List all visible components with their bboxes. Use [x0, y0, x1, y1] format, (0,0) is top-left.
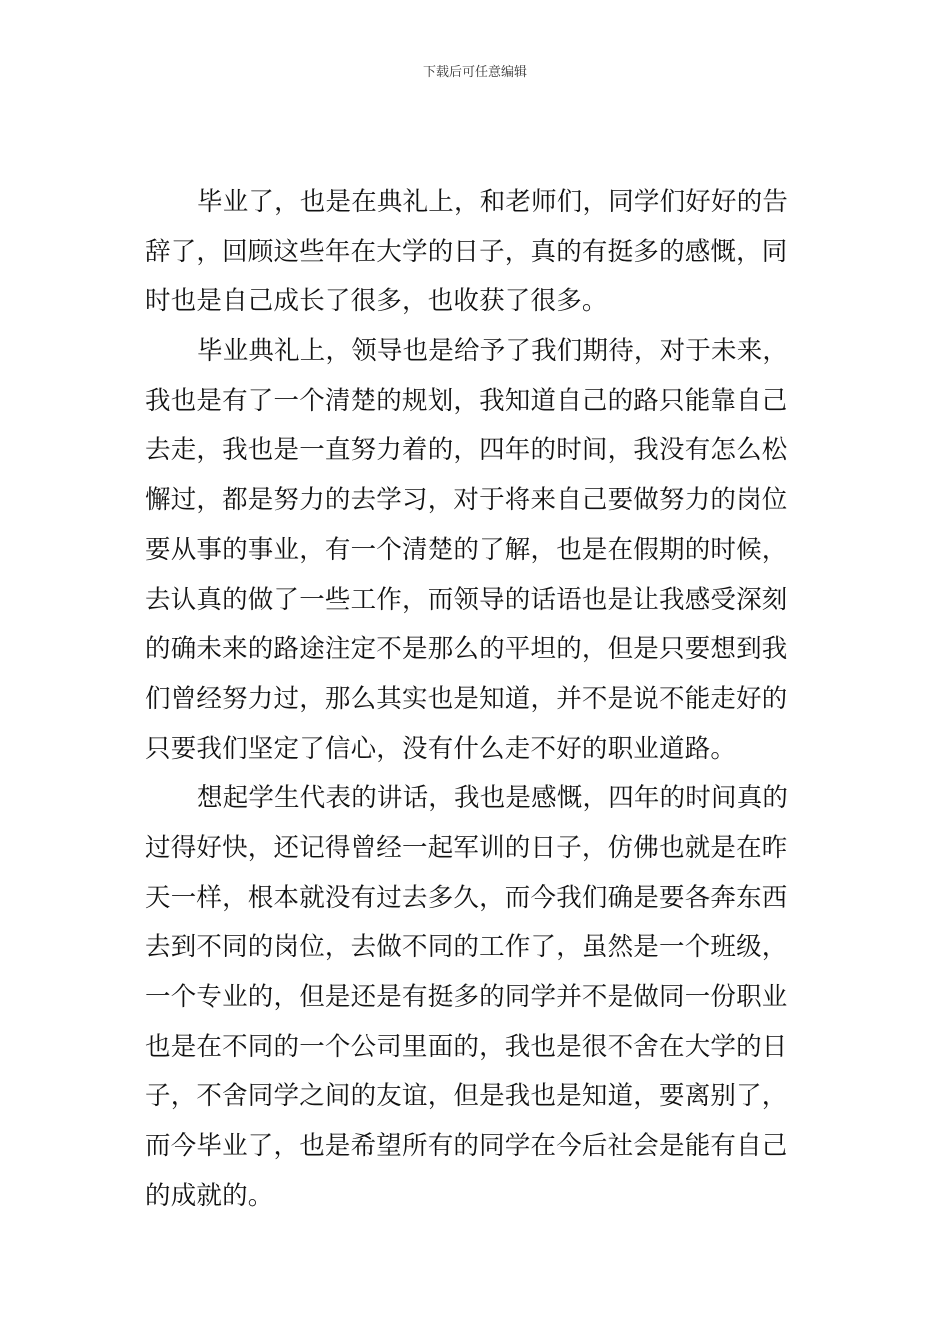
text-line: 的成就的。: [145, 1180, 274, 1211]
text-line: 一个专业的，但是还是有挺多的同学并不是做同一份职业: [145, 982, 788, 1012]
text-line: 去到不同的岗位，去做不同的工作了，虽然是一个班级，: [145, 932, 788, 963]
document-body: [145, 178, 807, 1221]
text-line: 过得好快，还记得曾经一起军训的日子，仿佛也就是在昨: [145, 832, 788, 863]
text-line: 天一样，根本就没有过去多久，而今我们确是要各奔东西: [145, 882, 788, 913]
text-line: 要从事的事业，有一个清楚的了解，也是在假期的时候，: [145, 534, 788, 565]
text-line: 们曾经努力过，那么其实也是知道，并不是说不能走好的: [145, 683, 788, 714]
text-line: 我也是有了一个清楚的规划，我知道自己的路只能靠自己: [145, 385, 788, 416]
text-line: 毕业了，也是在典礼上，和老师们，同学们好好的告: [197, 187, 789, 217]
text-line: 想起学生代表的讲话，我也是感慨，四年的时间真的: [197, 783, 789, 814]
text-line: 而今毕业了，也是希望所有的同学在今后社会是能有自己: [145, 1131, 788, 1162]
text-line: 去认真的做了一些工作，而领导的话语也是让我感受深刻: [145, 584, 788, 615]
text-line: 懈过，都是努力的去学习，对于将来自己要做努力的岗位: [145, 485, 788, 516]
text-line: 子，不舍同学之间的友谊，但是我也是知道，要离别了，: [145, 1081, 788, 1112]
header-note: 下载后可任意编辑: [422, 65, 527, 80]
text-line: 只要我们坚定了信心，没有什么走不好的职业道路。: [145, 733, 737, 764]
text-line: 时也是自己成长了很多，也收获了很多。: [145, 286, 608, 317]
text-line: 也是在不同的一个公司里面的，我也是很不舍在大学的日: [145, 1031, 788, 1062]
text-line: 毕业典礼上，领导也是给予了我们期待，对于未来，: [197, 336, 789, 367]
text-line: 辞了，回顾这些年在大学的日子，真的有挺多的感慨，同: [145, 236, 788, 267]
text-line: 的确未来的路途注定不是那么的平坦的，但是只要想到我: [145, 634, 788, 665]
text-line: 去走，我也是一直努力着的，四年的时间，我没有怎么松: [145, 435, 788, 466]
